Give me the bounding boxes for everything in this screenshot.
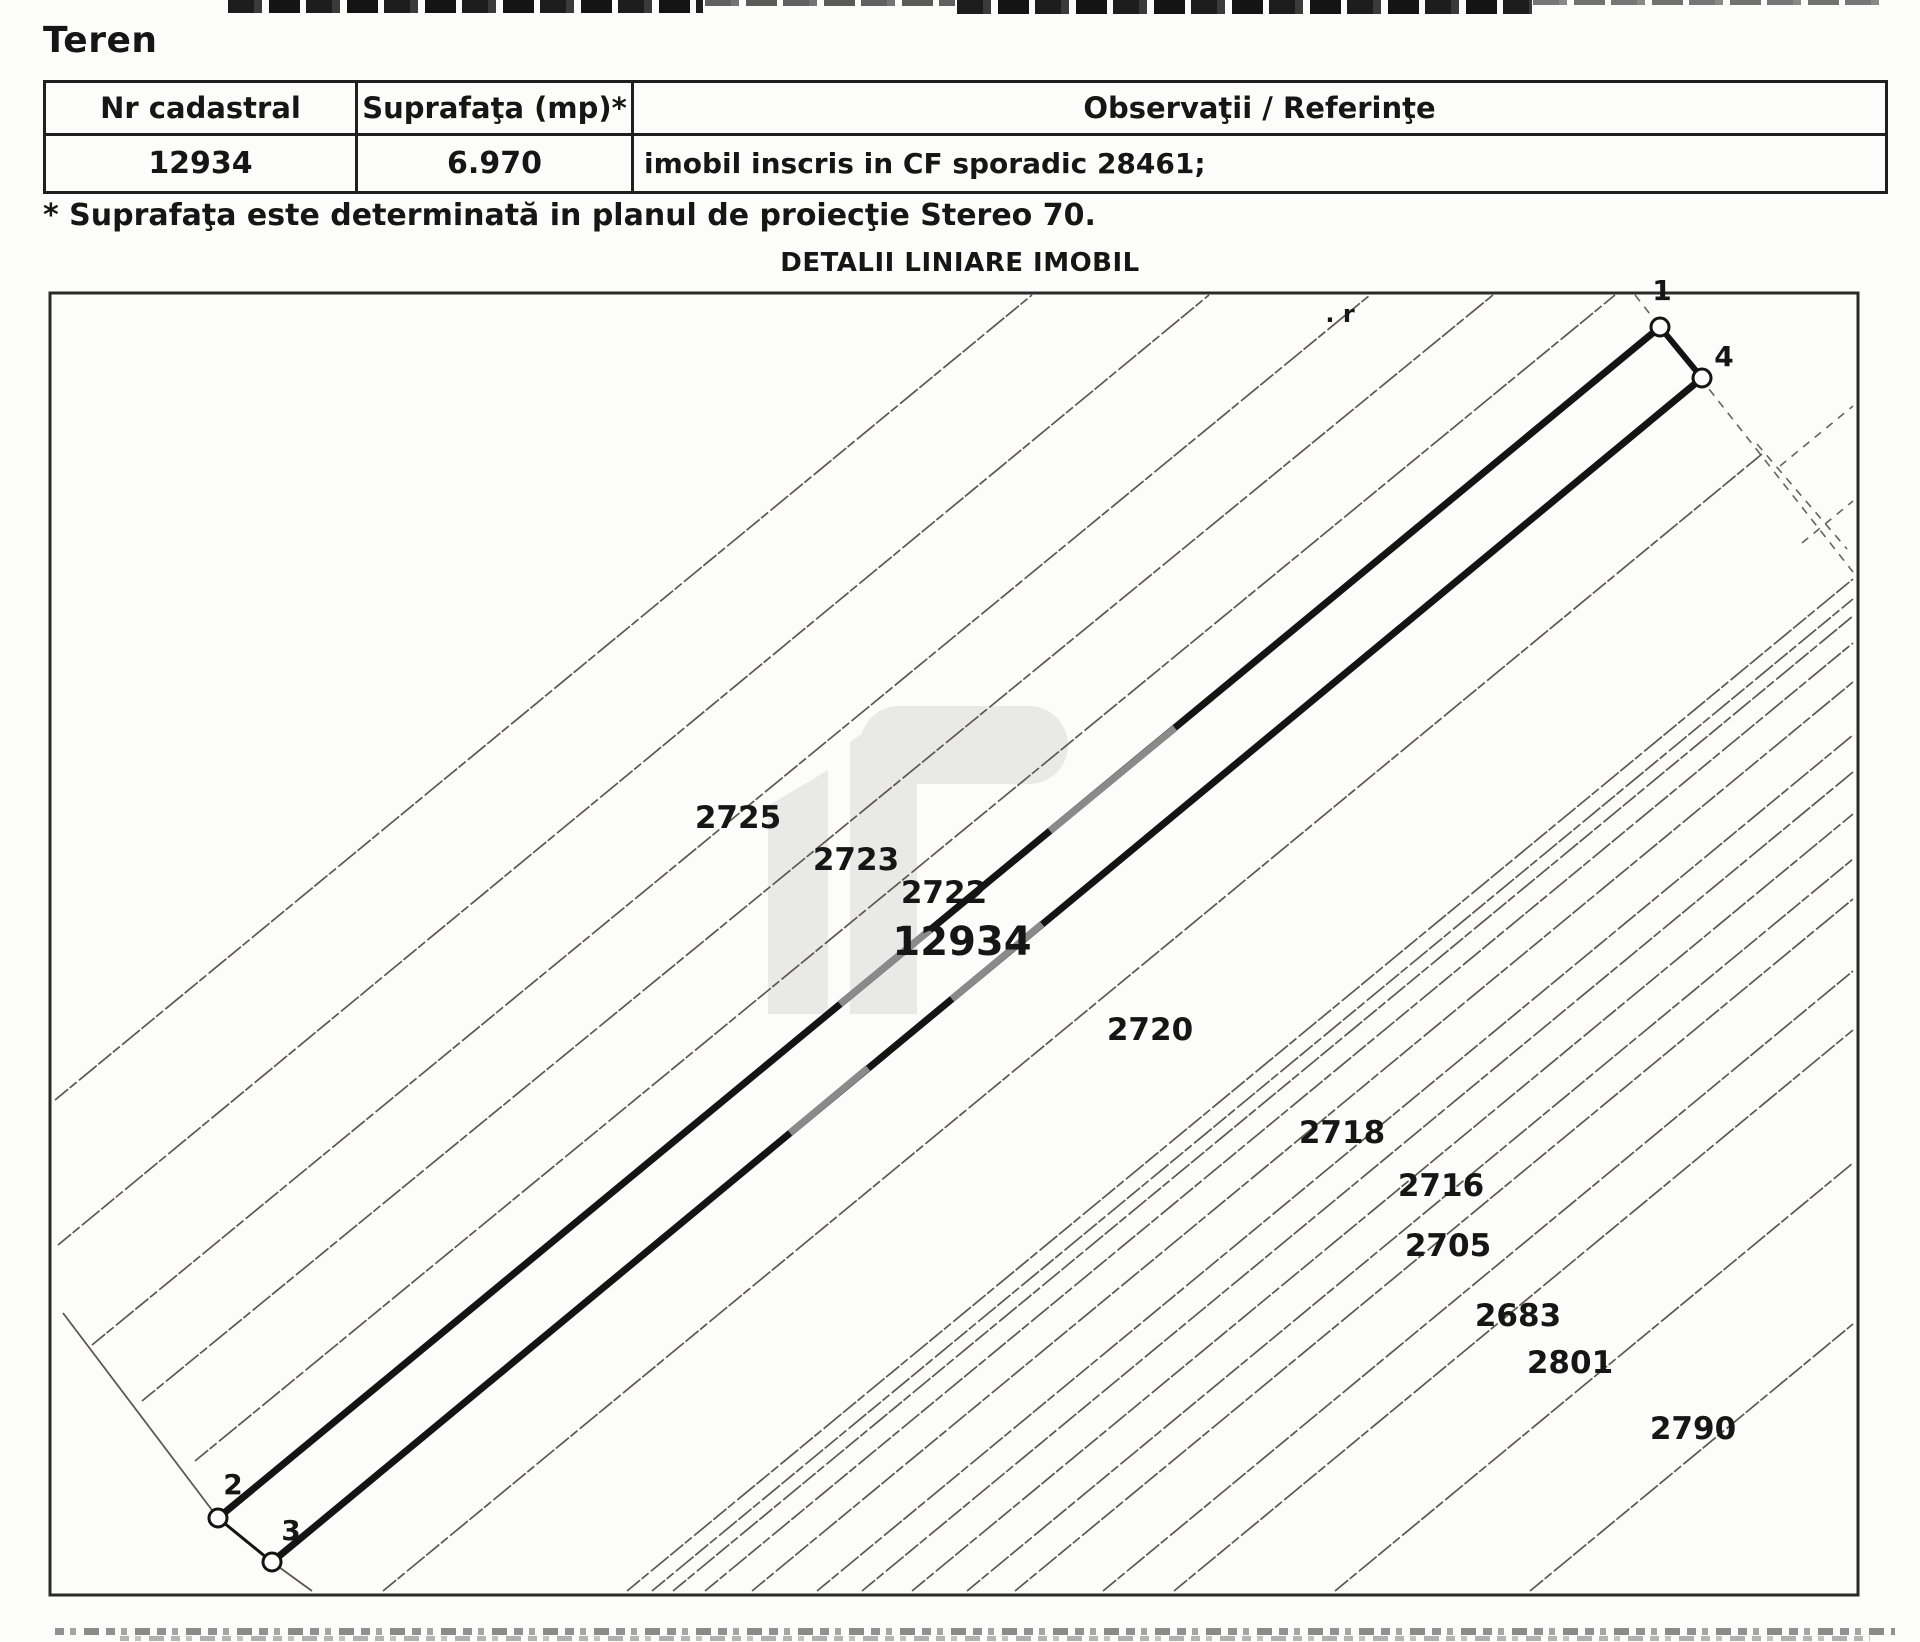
corner-point-2 [209, 1509, 227, 1527]
parcel-label-12934: 12934 [892, 919, 1032, 965]
footnote-stereo70: * Suprafaţa este determinată in planul de proiecţie Stereo 70. [43, 198, 1096, 233]
closure-line [63, 1313, 218, 1518]
parcel-label-2725: 2725 [694, 800, 782, 836]
parcel-label-2790: 2790 [1649, 1411, 1737, 1447]
subject-parcel-edge-faded [790, 1068, 868, 1133]
scan-noise-bottom [120, 1636, 1870, 1641]
parcel-label-2718: 2718 [1298, 1115, 1386, 1151]
corner-point-3 [263, 1553, 281, 1571]
parcel-label-2720: 2720 [1106, 1012, 1194, 1048]
parcel-label-2716: 2716 [1397, 1168, 1485, 1204]
parcel-boundary-line [1103, 971, 1853, 1591]
parcel-boundary-line [817, 735, 1853, 1591]
dashed-boundary-line [1757, 444, 1847, 549]
cell-nr-cadastral: 12934 [45, 135, 357, 193]
cell-suprafata: 6.970 [357, 135, 633, 193]
scan-noise-bottom [55, 1628, 1895, 1635]
dashed-boundary-line [1780, 406, 1853, 466]
parcel-label-2722: 2722 [900, 875, 988, 911]
parcel-label-2723: 2723 [812, 842, 900, 878]
parcel-label-2801: 2801 [1526, 1345, 1614, 1381]
corner-point-label-3: 3 [281, 1514, 301, 1547]
corner-point-1 [1651, 318, 1669, 336]
cell-observatii: imobil inscris in CF sporadic 28461; [633, 135, 1887, 193]
corner-point-label-2: 2 [223, 1468, 243, 1501]
col-header-suprafata: Suprafaţa (mp)* [357, 82, 633, 135]
scan-stray-mark: . r [1325, 300, 1355, 328]
col-header-observatii: Observaţii / Referinţe [633, 82, 1887, 135]
parcel-boundary-line [383, 454, 1762, 1591]
parcel-boundary-line [967, 859, 1853, 1591]
col-header-nr-cadastral: Nr cadastral [45, 82, 357, 135]
corner-point-label-1: 1 [1652, 274, 1672, 307]
dashed-boundary-line [1802, 501, 1853, 543]
corner-point-label-4: 4 [1714, 340, 1734, 373]
corner-point-4 [1693, 369, 1711, 387]
map-section-title: DETALII LINIARE IMOBIL [780, 248, 1140, 278]
parcel-boundary-line [912, 814, 1853, 1591]
page-title: Teren [43, 20, 158, 61]
parcel-label-2683: 2683 [1474, 1298, 1562, 1334]
parcel-label-2705: 2705 [1404, 1228, 1492, 1264]
parcel-boundary-line [862, 772, 1853, 1591]
